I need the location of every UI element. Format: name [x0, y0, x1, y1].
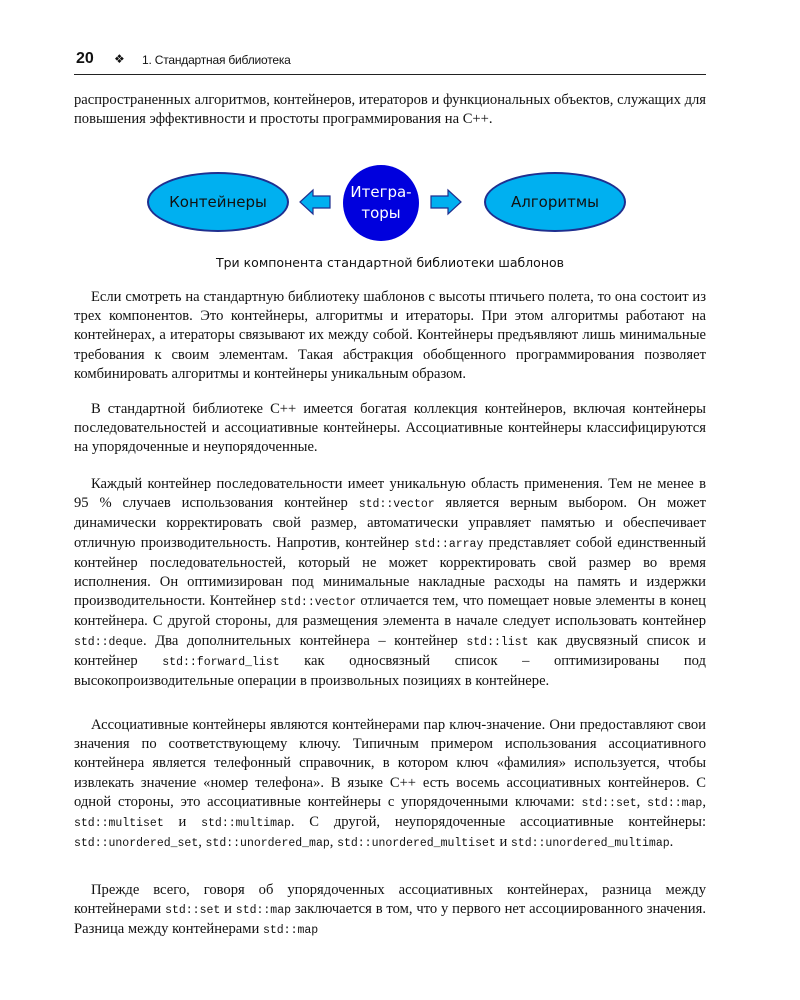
- book-page: [74, 0, 706, 1000]
- code-std-unordered-multimap: std::unordered_multimap: [510, 837, 670, 851]
- code-std-multimap: std::multimap: [201, 817, 291, 831]
- text-run: ,: [329, 834, 338, 851]
- text-run: ,: [636, 793, 648, 810]
- paragraph-ordered-associative: [74, 881, 706, 941]
- code-std-multiset: std::multiset: [74, 817, 164, 831]
- algorithms-node: [484, 172, 626, 232]
- code-std-array: std::array: [414, 537, 484, 551]
- code-std-unordered-map: std::unordered_map: [205, 837, 330, 851]
- paragraph-associative-containers: [74, 716, 706, 853]
- stl-components-diagram: [74, 165, 706, 245]
- header-ornament-icon: ❖: [114, 52, 125, 66]
- code-std-forward-list: std::forward_list: [162, 655, 280, 669]
- text-run: . Два дополнительных контейнера – контейнер: [143, 632, 467, 649]
- text-run: Прежде всего, говоря об упорядоченных ассоциативных контейнерах, разница между контейнерами: [74, 882, 706, 918]
- iterators-label-line2: торы: [361, 204, 401, 222]
- code-std-map: std::map: [647, 796, 703, 810]
- text-run: ,: [198, 834, 206, 851]
- code-std-set: std::set: [581, 796, 637, 810]
- arrow-left-icon: [299, 188, 331, 216]
- text-run: и: [220, 901, 236, 918]
- code-std-vector: std::vector: [280, 596, 357, 610]
- iterators-node: [343, 165, 419, 241]
- intro-paragraph: распространенных алгоритмов, контейнеров, итераторов и функциональных объектов, служащих для повышения эффективности и простоты программирования на C++.: [74, 92, 706, 128]
- text-run: Каждый контейнер последовательности имеет уникальную область применения. Тем не менее в 95 % случаев использования контейнер: [74, 476, 706, 512]
- iterators-label-line1: Итегра-: [350, 183, 412, 201]
- containers-label: Контейнеры: [169, 193, 267, 211]
- code-std-map: std::map: [262, 924, 319, 938]
- text-run: как односвязный список – оптимизированы под высокопроизводительные операции в произвольных позициях в контейнере.: [74, 652, 706, 690]
- text-run: является верным выбором. Он может динамически корректировать свой размер, автоматически управляет памятью и обеспечивает отличную производительность. Напротив, контейнер: [74, 495, 706, 551]
- arrow-right-icon: [430, 188, 462, 216]
- text-run: и: [495, 834, 511, 851]
- running-header: [74, 50, 706, 75]
- algorithms-label: Алгоритмы: [510, 193, 600, 211]
- text-run: заключается в том, что у первого нет ассоциированного значения. Разница между контейнерами: [74, 901, 706, 938]
- text-run: как двусвязный список и контейнер: [74, 632, 706, 669]
- text-run: Ассоциативные контейнеры являются контейнерами пар ключ-значение. Они предоставляют свои значения по соответствующему ключу. Типичным примером использования ассоциативного контейнера является телефонный справочник, в котором ключ «фамилия» используется, чтобы извлекать значение «номер телефона». В языке C++ есть восемь ассоциативных контейнеров. С одной стороны, это ассоциативные контейнеры с упорядоченными ключами:: [74, 717, 706, 810]
- code-std-map: std::map: [235, 904, 292, 918]
- text-run: .: [669, 834, 674, 851]
- paragraph-overview: Если смотреть на стандартную библиотеку шаблонов с высоты птичьего полета, то она состоит из трех компонентов. Это контейнеры, алгоритмы и итераторы. При этом алгоритмы работают на контейнерах, а итераторы связывают их между собой. Контейнеры предъявляют лишь минимальные требования к своим элементам. Такая абстракция обобщенного программирования позволяет комбинировать алгоритмы и контейнеры уникальным образом.: [74, 289, 706, 382]
- text-run: ,: [702, 793, 706, 810]
- code-std-set: std::set: [165, 904, 221, 918]
- code-std-vector: std::vector: [358, 498, 435, 512]
- text-run: . С другой, неупорядоченные ассоциативные контейнеры:: [290, 814, 706, 831]
- containers-node: [147, 172, 289, 232]
- chapter-title: 1. Стандартная библиотека: [142, 53, 291, 67]
- text-run: представляет собой единственный контейнер последовательностей, который не может корректировать свой размер во время исполнения. Он оптимизирован под минимальные накладные расходы на память и издержки производительности. Контейнер: [74, 534, 706, 610]
- code-std-list: std::list: [466, 635, 529, 649]
- code-std-unordered-set: std::unordered_set: [74, 837, 199, 851]
- text-run: отличается тем, что помещает новые элементы в конец контейнера. С другой стороны, для размещения элемента в начале следует использовать контейнер: [74, 593, 706, 630]
- figure-caption: Три компонента стандартной библиотеки шаблонов: [215, 255, 565, 270]
- text-run: и: [163, 814, 202, 831]
- paragraph-sequence-containers: [74, 475, 706, 691]
- code-std-unordered-multiset: std::unordered_multiset: [337, 837, 496, 851]
- paragraph-containers: В стандартной библиотеке C++ имеется богатая коллекция контейнеров, включая контейнеры последовательностей и ассоциативные контейнеры. Ассоциативные контейнеры классифицируются на упорядоченные и неупорядоченные.: [74, 401, 706, 456]
- code-std-deque: std::deque: [74, 635, 144, 649]
- page-number: 20: [76, 50, 94, 67]
